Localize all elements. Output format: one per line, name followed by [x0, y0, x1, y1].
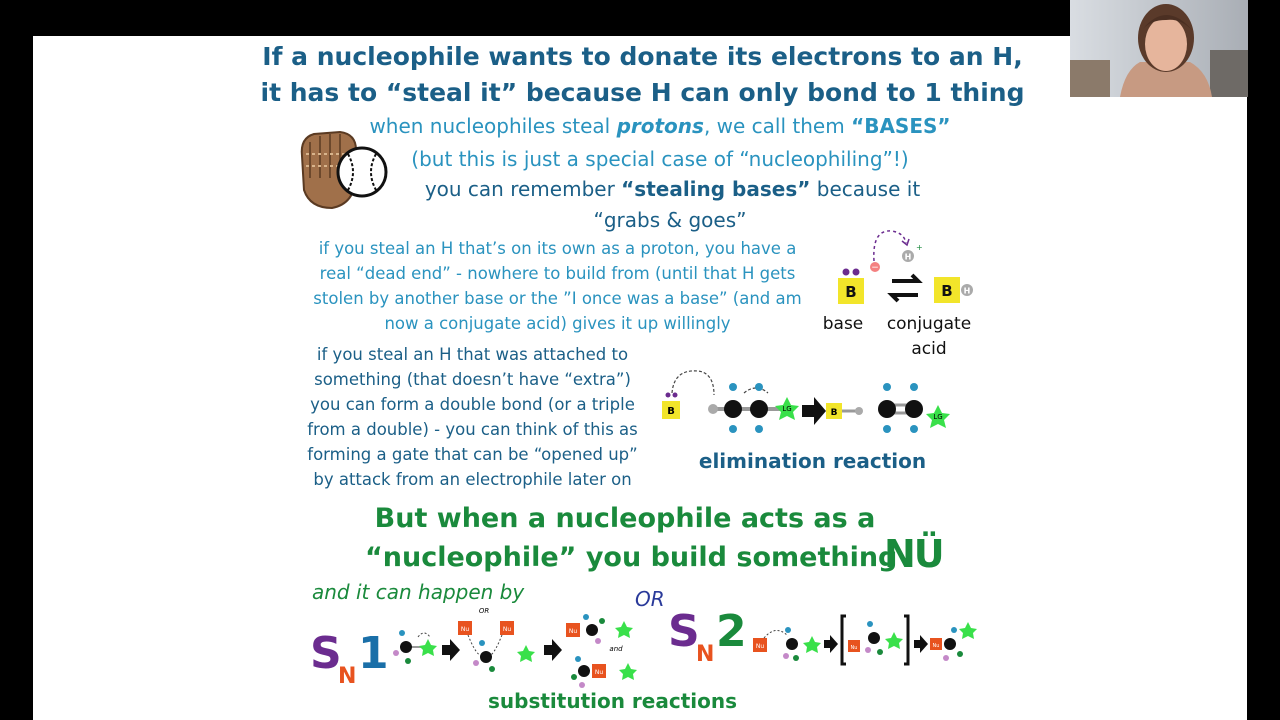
attached-line-2: something (that doesn’t have “extra”): [314, 370, 631, 389]
sn1-nu-b: Nu: [502, 626, 512, 633]
title-line-2: it has to “steal it” because H can only bond to 1 thing: [260, 78, 1025, 107]
conjugate-label: conjugate: [886, 314, 972, 334]
sn1-and-small: and: [609, 645, 623, 653]
but-line-1: But when a nucleophile acts as a: [374, 503, 876, 534]
base-B: B: [845, 283, 857, 301]
elim-base-B: B: [667, 406, 675, 417]
remember-text-a: you can remember: [424, 177, 622, 201]
acid-base-diagram: [830, 225, 980, 315]
elim-conj-B: B: [830, 408, 838, 418]
attached-paragraph: [300, 342, 645, 492]
sn2-nu-b: Nu: [850, 645, 858, 651]
conj-h-glyph: H: [963, 286, 971, 296]
title-line-1: If a nucleophile wants to donate its electrons to an H,: [262, 42, 1023, 71]
sn2-mechanism-diagram: [748, 608, 978, 668]
sn1-nu-d: Nu: [594, 669, 604, 676]
but-line-2: “nucleophile” you build something: [365, 542, 898, 573]
special-case-note: (but this is just a special case of “nucleophiling”!): [411, 147, 909, 171]
reaction-arrow-icon: [802, 397, 826, 425]
proton-h-glyph: H: [904, 252, 912, 262]
remember-line: [380, 177, 965, 201]
attached-line-1: if you steal an H that was attached to: [316, 345, 629, 364]
baseball-icon: [336, 146, 388, 198]
sn2-s: S: [668, 606, 700, 657]
elim-lg-glyph: LG: [782, 405, 792, 413]
attached-line-4: from a double) - you can think of this as: [307, 420, 638, 439]
attached-line-5: forming a gate that can be “opened up”: [307, 445, 638, 464]
sn1-number: 1: [358, 628, 389, 679]
sn1-s: S: [310, 628, 342, 679]
or-label: OR: [635, 587, 665, 611]
substitution-label: substitution reactions: [487, 689, 737, 713]
sn2-nu-a: Nu: [755, 643, 765, 650]
proton-line-2: real “dead end” - nowhere to build from (until that H gets: [319, 264, 796, 283]
bases-text-a: when nucleophiles steal: [369, 114, 617, 138]
bases-strong: “BASES”: [851, 114, 951, 138]
base-minus-charge: −: [871, 263, 879, 273]
grabs-and-goes: “grabs & goes”: [593, 208, 747, 232]
remember-text-b: because it: [810, 177, 921, 201]
proton-line-1: if you steal an H that’s on its own as a proton, you have a: [318, 239, 797, 258]
sn2-number: 2: [716, 606, 747, 657]
conj-B: B: [941, 282, 953, 300]
proton-line-3: stolen by another base or the ”I once was a base” (and am: [313, 289, 802, 308]
sn2-nu-c: Nu: [932, 643, 940, 649]
proton-line-4: now a conjugate acid) gives it up willingly: [384, 314, 731, 333]
attached-line-3: you can form a double bond (or a triple: [310, 395, 635, 414]
happen-by-label: and it can happen by: [312, 580, 525, 604]
equilibrium-arrows-icon: [892, 275, 918, 301]
elim-lg-product-glyph: LG: [933, 413, 943, 421]
acid-label: acid: [911, 339, 947, 359]
sn1-mechanism-diagram: [390, 605, 660, 695]
sn1-or-small: OR: [478, 607, 490, 615]
attached-line-6: by attack from an electrophile later on: [313, 470, 632, 489]
webcam-video: [1070, 0, 1248, 97]
sn1-nu-a: Nu: [460, 626, 470, 633]
nu-logo: NÜ: [884, 532, 943, 576]
sn1-n: N: [338, 664, 357, 689]
plus-charge: +: [916, 243, 923, 252]
sn2-n: N: [696, 642, 715, 667]
bases-text-b: , we call them: [703, 114, 852, 138]
elimination-diagram: [658, 365, 958, 440]
base-label: base: [822, 314, 864, 334]
presenter-video-image: [1070, 0, 1248, 97]
protons-emphasis: protons: [616, 114, 704, 138]
stealing-bases-strong: “stealing bases”: [621, 177, 811, 201]
sn1-nu-c: Nu: [568, 628, 578, 635]
elimination-label: elimination reaction: [698, 449, 927, 473]
bases-definition: [340, 114, 980, 138]
proton-paragraph: [300, 236, 815, 336]
